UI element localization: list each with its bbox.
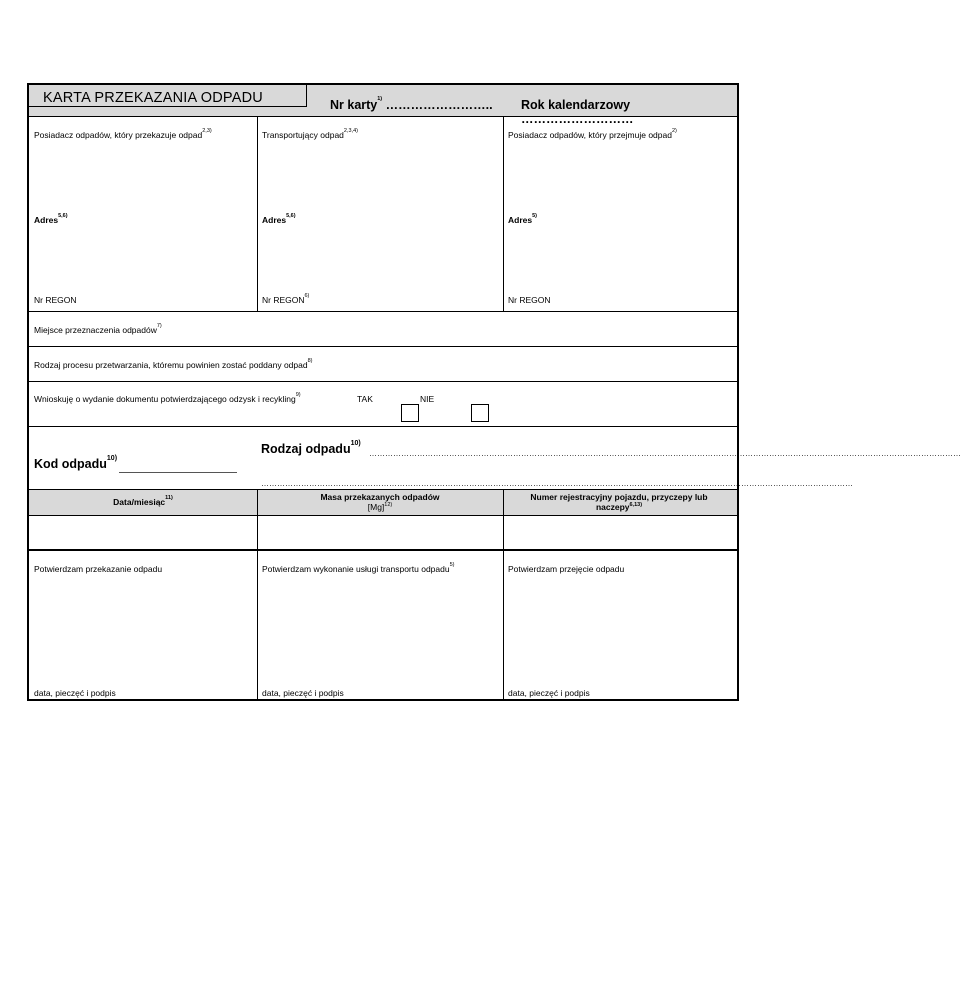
holder-transferring-label: Posiadacz odpadów, który przekazuje odpad$^{2,3)}$ <box>34 128 212 140</box>
year-field[interactable] <box>521 98 737 126</box>
waste-type-dots-2[interactable]: …………………………………………………………………………………………………………………………………………………………………………………………………… <box>261 479 853 488</box>
col-divider-1 <box>257 117 258 311</box>
year-dots: ……………………… <box>521 112 634 126</box>
regon-label-2: Nr REGON$^{6)}$ <box>262 293 310 305</box>
divider-process <box>29 381 737 382</box>
sign-label-2: data, pieczęć i podpis <box>262 688 344 698</box>
confirm-receipt-label: Potwierdzam przejęcie odpadu <box>508 564 625 574</box>
waste-transfer-form <box>27 83 961 701</box>
form-title: KARTA PRZEKAZANIA ODPADU <box>43 90 263 106</box>
address-label-2: Adres$^{5,6)}$ <box>262 213 296 225</box>
divider-destination <box>29 346 737 347</box>
confirm-transfer-label: Potwierdzam przekazanie odpadu <box>34 564 163 574</box>
yes-checkbox[interactable] <box>401 404 419 422</box>
process-label: Rodzaj procesu przetwarzania, któremu powinien zostać poddany odpad$^{8)}$ <box>34 358 313 370</box>
table-col-date: Data/miesiąc$^{11)}$ <box>113 495 173 507</box>
yes-label: TAK <box>357 394 373 404</box>
sign-label-1: data, pieczęć i podpis <box>34 688 116 698</box>
confirm-transport-label: Potwierdzam wykonanie usługi transportu odpadu$^{5)}$ <box>262 562 455 574</box>
signature-area-1[interactable] <box>29 577 257 687</box>
destination-label: Miejsce przeznaczenia odpadów$^{7)}$ <box>34 323 162 335</box>
card-number-field[interactable]: Nr karty$^{1)}$ …………………….. <box>330 96 493 112</box>
divider-table-bottom <box>29 549 737 551</box>
card-number-label: Nr karty <box>330 98 378 112</box>
mass-input-cell[interactable] <box>258 517 503 549</box>
table-col-vehicle: Numer rejestracyjny pojazdu, przyczepy lub naczepy$^{6,13)}$ <box>530 492 708 512</box>
no-checkbox[interactable] <box>471 404 489 422</box>
no-label: NIE <box>420 394 435 404</box>
waste-code-label: Kod odpadu$^{10)}$ <box>34 455 118 471</box>
signature-area-2[interactable] <box>258 577 503 687</box>
waste-type-label: Rodzaj odpadu$^{10)}$ <box>261 440 361 456</box>
waste-type-dots-1[interactable]: …………………………………………………………………………………………………………………………………………………………………………………………………… <box>369 449 961 458</box>
waste-code-line[interactable] <box>119 472 237 473</box>
regon-label-1: Nr REGON <box>34 295 77 305</box>
date-input-cell[interactable] <box>29 517 257 549</box>
address-label-1: Adres$^{5,6)}$ <box>34 213 68 225</box>
address-label-3: Adres$^{5)}$ <box>508 213 537 225</box>
year-label: Rok kalendarzowy <box>521 98 631 112</box>
card-number-dots: …………………….. <box>385 98 493 112</box>
divider-request <box>29 426 737 427</box>
vehicle-input-cell[interactable] <box>504 517 737 549</box>
signature-area-3[interactable] <box>504 577 737 687</box>
col-divider-2 <box>503 117 504 311</box>
request-label: Wnioskuję o wydanie dokumentu potwierdzającego odzysk i recykling$^{9)}$ <box>34 392 301 404</box>
transporter-label: Transportujący odpad$^{2,3,4)}$ <box>262 128 358 140</box>
regon-label-3: Nr REGON <box>508 295 551 305</box>
table-col-mass: Masa przekazanych odpadów $[Mg]^{12)}$ <box>320 492 440 512</box>
holder-receiving-label: Posiadacz odpadów, który przejmuje odpad$^{2)}$ <box>508 128 677 140</box>
divider-regon <box>29 311 737 312</box>
sign-label-3: data, pieczęć i podpis <box>508 688 590 698</box>
